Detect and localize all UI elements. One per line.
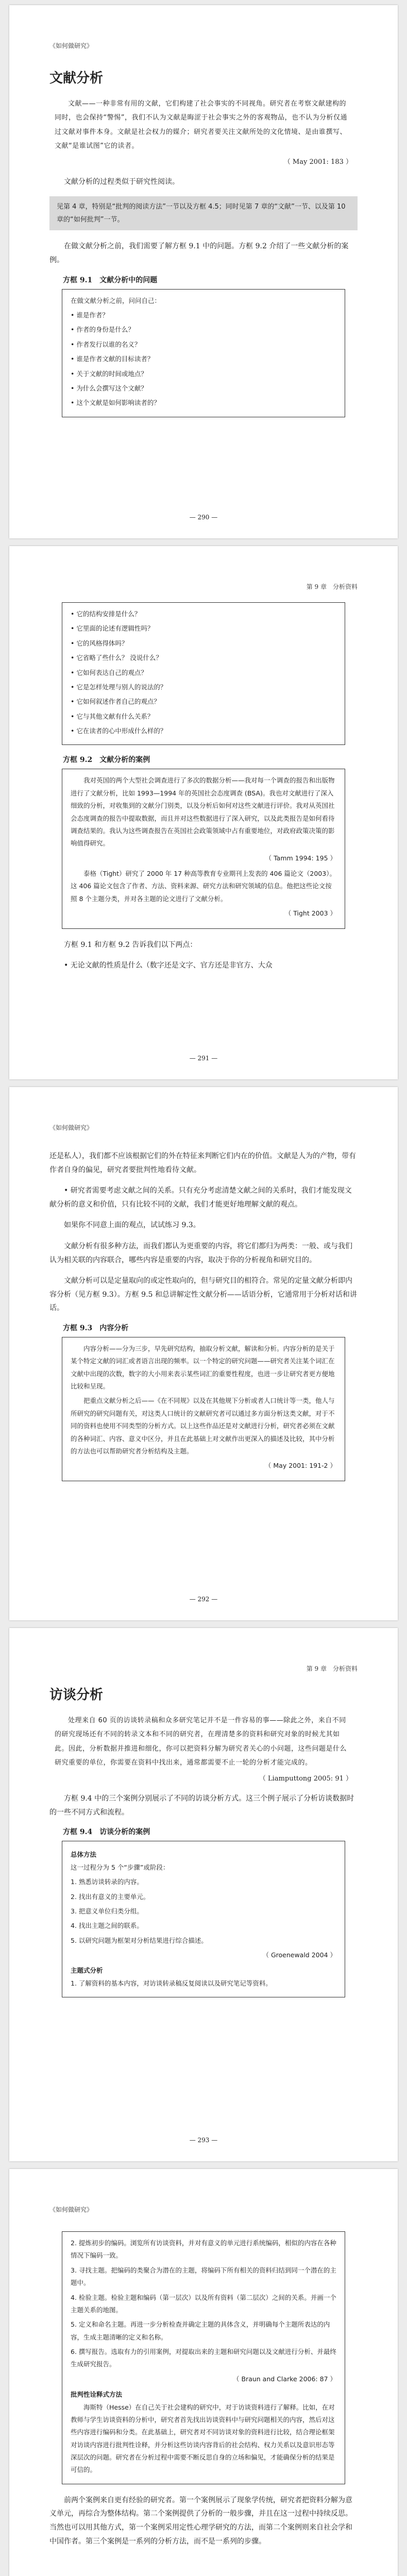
box-title: 方框 9.2 文献分析的案例 [63,756,150,765]
paragraph: 如果你不同意上面的观点，试试练习 9.3。 [64,1221,200,1230]
list-item: • 它里面的论述有逻辑性吗？ [71,624,154,633]
box-paragraph: 泰格（Tight）研究了 2000 年 17 种高等教育专业期刊上发表的 406 篇论文（2003）。这 406 篇论文包含了作者、方法、资料来源、研究方法和研究领域的信息。他把这些论文按照 8 个主题分类，并对各主题的论文进行了文献分析。 [71,870,336,903]
running-head: 第 9 章 分析资料 [306,583,358,590]
list-item: 2. 找出有意义的主要单元。 [71,1892,150,1901]
paragraph: 在做文献分析之前，我们需要了解方框 9.1 中的问题。方框 9.2 介绍了一些文献分析的案例。 [49,242,349,265]
list-item: 6. 撰写报告。选取有力的引用案例，对提取出来的主题和研究问题以及文献进行分析、并最终生成研究报告。 [71,2348,336,2368]
running-head: 《如何做研究》 [49,2206,93,2213]
box-citation: （ Tamm 1994: 195 ） [265,854,336,862]
page-number: — 290 — [189,514,218,521]
box-9-4-continued [62,2231,345,2484]
quote-citation: （ Liamputtong 2005: 91 ） [259,1775,352,1783]
list-item: • 关于文献的时间或地点？ [71,369,147,378]
list-item: • 它省略了些什么？ 没说什么？ [71,654,162,662]
cross-reference-note: 见第 4 章，特别是“批判的阅读方法”一节以及方框 4.5；同时见第 7 章的“文献”一节、以及第 10 章的“如何批判”一节。 [49,196,358,231]
list-item: 3. 把意义单位归类分组。 [71,1907,143,1915]
box-paragraph: 内容分析——分为三步，早先研究结构，抽取分析文献，解读和分析。内容分析的是关于某个特定文献的词汇或者语言出现的频率。以一个特定的研究问题——研究者关注某个词汇在文献中出现的次数，数字的大小用来表示某些词汇的重要性程度，也进一步让研究者更方便地比较和呈现。 [71,1344,335,1391]
box-citation: （ Groenewald 2004 ） [262,1951,336,1959]
paragraph: • 研究者需要考虑文献之间的关系。只有充分考虑清楚文献之间的关系时，我们才能发现文献分析的意义和价值，只有比较不同的文献，我们才能更好地理解文献的观点。 [49,1187,352,1209]
list-item: • 它如何表达自己的观点？ [71,668,147,676]
box-citation: （ May 2001: 191-2 ） [264,1462,336,1470]
list-item: 1. 熟悉访谈转录的内容。 [71,1878,143,1886]
list-item: • 为什么会撰写这个文献？ [71,384,147,392]
list-item: • 这个文献是如何影响读者的？ [71,399,160,407]
paragraph: • 无论文献的性质是什么（数字还是文字、官方还是非官方、大众 [64,961,273,970]
paragraph: 文献分析可以是定量取向的或定性取向的，但与研究目的相符合。常见的定量文献分析即内容分析（见方框 9.3）。方框 9.5 和总讲解定性文献分析——话语分析，它通常用于分析对话和讲话。 [49,1277,357,1313]
page-291 [9,546,398,1079]
box-citation: （ Tight 2003 ） [284,909,336,918]
page-290 [9,5,398,538]
box-9-1-continued [62,602,345,745]
box-9-2 [62,769,345,928]
paragraph: 方框 9.4 中的三个案例分别展示了不同的访谈分析方式。这三个例子展示了分析访谈数据时的一些不同方式和流程。 [49,1794,354,1817]
page-294 [9,2169,398,2576]
page-number: — 292 — [189,1596,218,1603]
list-item: • 作者的身份是什么？ [71,326,134,334]
running-head: 第 9 章 分析资料 [306,1665,358,1672]
list-item: 5. 定义和命名主题。再进一步分析检查并确定主题的具体含义，并明确每个主题所表达的内容，生成主题清晰的定义和名称。 [71,2320,330,2341]
box-9-3 [62,1337,345,1481]
box-title: 方框 9.4 访谈分析的案例 [63,1828,150,1837]
list-item: 1. 了解资料的基本内容，对访谈转录稿反复阅读以及研究笔记等资料。 [71,1979,272,1987]
paragraph: 方框 9.1 和方框 9.2 告诉我们以下两点： [64,940,197,949]
block-quote: 处理来自 60 页的访谈转录稿和众多研究笔记并不是一件容易的事——除此之外，来自不同的研究现场还有不同的转录文本和不同的研究者，在理清楚多的资料和研究对象的时候尤其如此。因此，分析数据并推进和细化，你可以把资料分解为研究者关心的小问题，这些问题是什么研究重要的单位，你需要在资料中找出来，通常都需要不止一轮的分析才能完成的。 [55,1717,347,1767]
list-item: 3. 寻找主题。把编码的类聚合为潜在的主题，将编码下所有相关的资料归结到同一个潜在的主题中。 [71,2266,336,2287]
box-subheading: 批判性诠释式方法 [71,2391,123,2399]
list-item: • 它如何叙述作者自己的观点？ [71,698,160,706]
page-number: — 293 — [189,2137,218,2144]
paragraph: 前两个案例来自更有经验的研究者。第一个案例展示了现象学传统，研究者把资料分解为意义单元，再综合为整体结构。第二个案例提供了分析的一般步骤，并且在这一过程中持续反思。当然也可以用其他方式，第一个案例采用定性心理学研究的方法，而第二个案例则来自社会学和中国作者。第三个案例是一系列的分析方法，而不是一系列的步骤。 [49,2496,352,2546]
list-item: • 它与其他文献有什么关系？ [71,712,154,720]
box-paragraph: 海斯特（Hesse）在自己关于社会建构的研究中，对于访谈资料进行了解释。比如，在对教师与学生访谈资料的分析中，研究者首先找出访谈资料中与研究问题相关的内容，然后对这些内容进行编码和分类。在此基础上，研究者对不同访谈对象的资料进行比较，结合理论框架对访谈内容进行批判性诠释，并分析这些访谈内容背后的社会结构、权力关系以及意识形态等深层次的问题。研究者在分析过程中需要不断反思自身的立场和偏见，才能确保分析的结果是可信的。 [71,2403,335,2474]
paragraph: 文献分析的过程类似于研究性阅读。 [64,178,179,187]
box-intro: 这一过程分为 5 个“步骤”或阶段： [71,1863,169,1871]
box-subheading: 总体方法 [71,1851,97,1859]
running-head: 《如何做研究》 [49,42,93,49]
box-9-1 [62,289,345,417]
list-item: • 它是怎样处理与别人的说法的？ [71,683,167,691]
box-9-4 [62,1841,345,1997]
section-title: 访谈分析 [49,1687,104,1703]
paragraph: 还是私人），我们都不应该根据它们的外在特征来判断它们内在的价值。文献是人为的产物，带有作者自身的偏见，研究者要批判性地看待文献。 [49,1152,356,1174]
box-paragraph: 把重点文献分析之后——《在不同规》以及在其他规下分析或者人口统计等一类，他人与所研究的研究问题有关，对这类人口统计的文献研究者可以通过多方面分析这类文献，对于不同的资料也使用不同类型的分析方式。以上这些作品还是对文献进行分析，研究者必须在文献的各种词汇、内容、意义中区分，并且在此基础上对文献作出更深入的描述及比较，其中分析的方法也可以帮助研究者分析结构及主题。 [71,1397,335,1455]
box-paragraph: 我对英国的两个大型社会调查进行了多次的数据分析——我对每一个调查的报告和出版物进行了文献分析，比如 1993—1994 年的英国社会态度调查 (BSA)。我也对文献进行了深入细致的分析，对收集到的文献分门别类，以及分析后如何对这些文献进行评价。我对从英国社会态度调查的报告中提取数据，而且并对这些数据进行了深入研究，以及此类报告是如何看待调查结果的。我认为这些调查报告在英国社会政策领域中占有重要地位，对政府政策决策的影响值得研究。 [71,776,335,848]
list-item: • 作者发行以谁的名义？ [71,340,141,348]
block-quote: 文献——一种非常有用的文献，它们构建了社会事实的不同视角。研究者在考察文献建构的同时，也会保持“警惕”，我们不认为文献是晦涩于社会事实之外的客观物品，也不认为分析仅通过文献对事件本身。文献是社会权力的媒介；研究者要关注文献所处的文化情境、是由谁撰写、文献“是谁试图”它的读者。 [55,100,347,150]
page-number: — 291 — [189,1055,218,1062]
list-item: 4. 找出主题之间的联系。 [71,1922,143,1930]
box-title: 方框 9.3 内容分析 [63,1324,129,1332]
page-292 [9,1087,398,1620]
list-item: 5. 以研究问题为框架对分析结果进行综合描述。 [71,1936,208,1944]
running-head: 《如何做研究》 [49,1124,93,1131]
box-intro: 在做文献分析之前，问问自己： [71,296,161,304]
paragraph: 文献分析有很多种方法，而我们都认为更重要的内容，将它们都归为两类：一般、或与我们认为相关联的内容联合，哪些内容是重要的内容，取决于你的分析视角和研究目的。 [49,1242,352,1264]
list-item: 2. 提炼初步的编码。浏览所有访谈资料，并对有意义的单元进行系统编码，相似的内容在各种情况下编码一致。 [71,2239,336,2260]
list-item: • 它的风格得体吗？ [71,639,128,647]
section-title: 文献分析 [49,71,104,86]
list-item: • 它在读者的心中形成什么样的？ [71,727,167,735]
page-293 [9,1628,398,2161]
list-item: • 它的结构安排是什么？ [71,610,141,618]
list-item: 4. 检验主题。检验主题和编码（第一层次）以及所有资料（第二层次）之间的关系。并画一个主题关系的地图。 [71,2293,336,2314]
box-citation: （ Braun and Clarke 2006: 87 ） [233,2375,336,2383]
box-title: 方框 9.1 文献分析中的问题 [63,276,158,284]
list-item: • 谁是作者文献的目标读者？ [71,355,154,363]
quote-citation: （ May 2001: 183 ） [283,158,352,166]
list-item: • 谁是作者？ [71,311,109,319]
box-subheading: 主题式分析 [71,1967,103,1975]
